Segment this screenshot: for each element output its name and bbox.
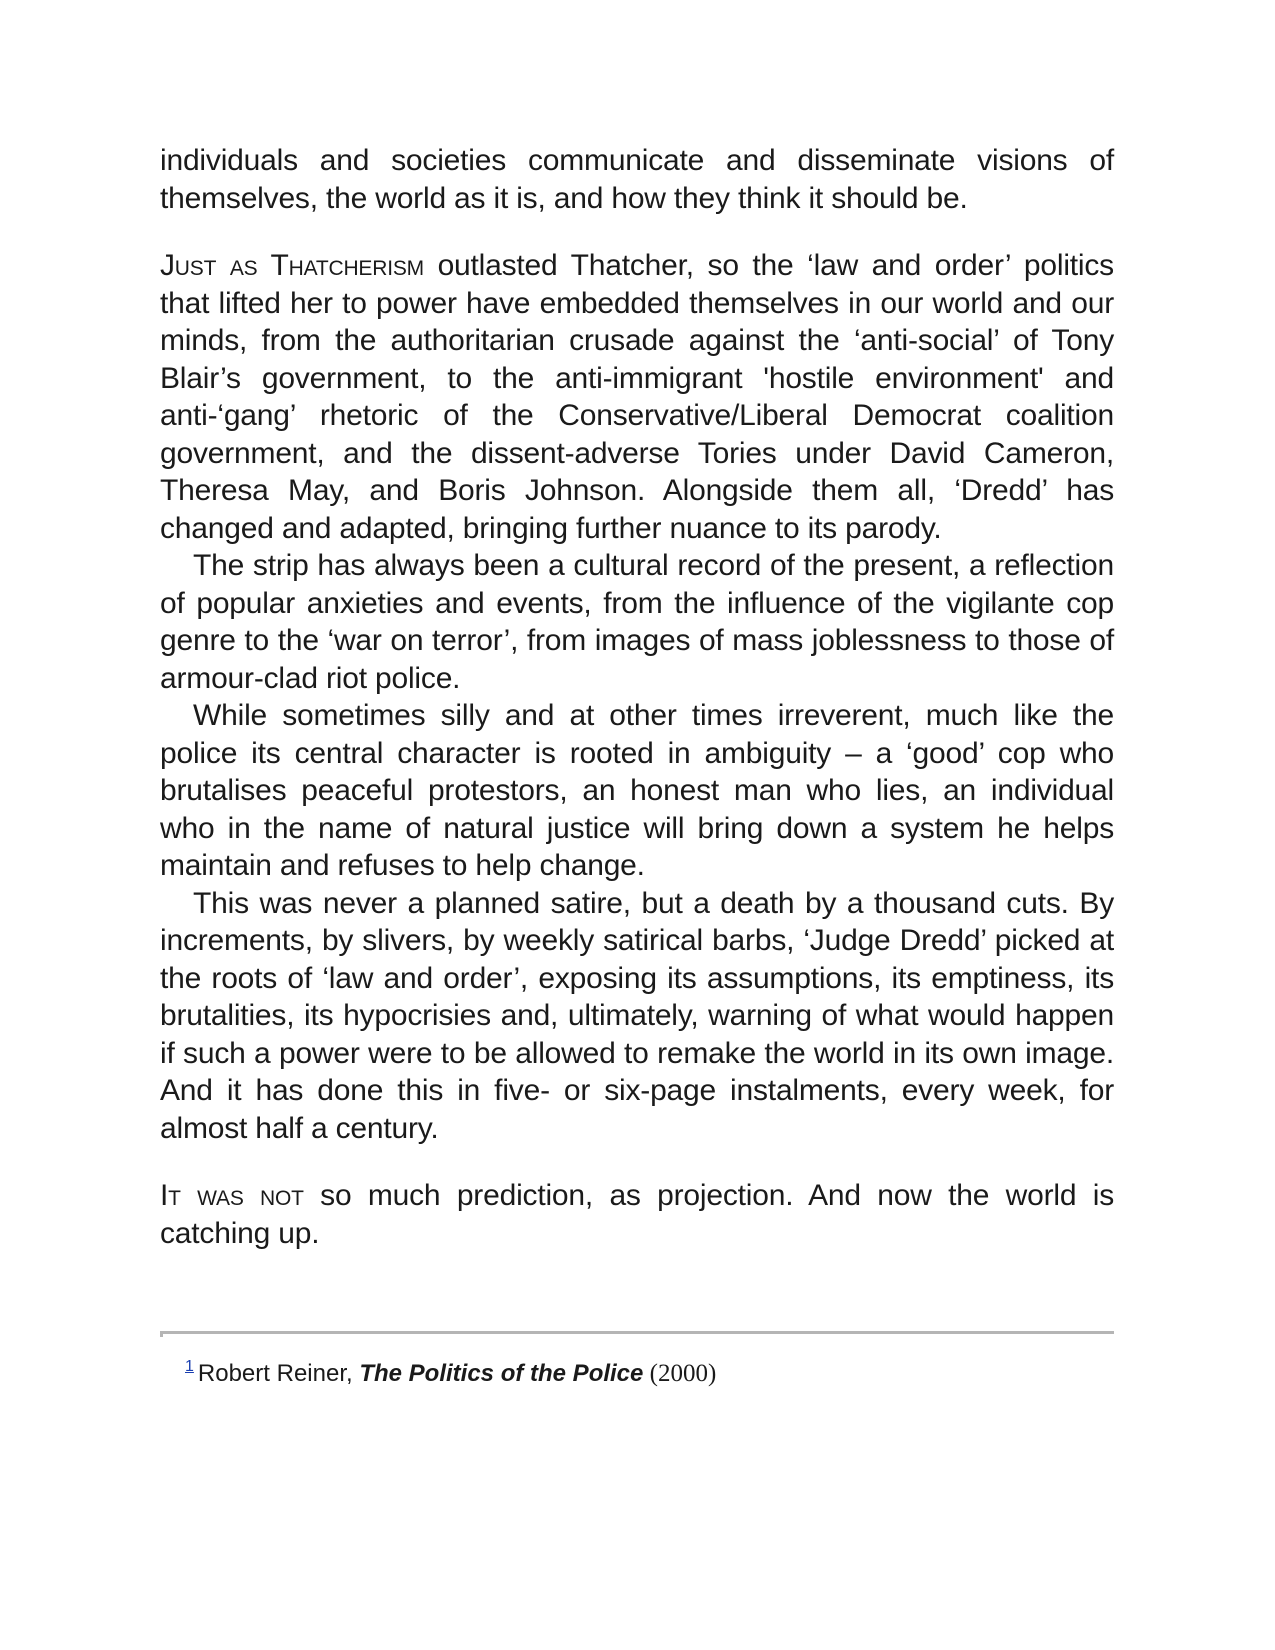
footnote-marker-link[interactable]: 1: [185, 1358, 194, 1375]
paragraph-6-lead: It was not: [160, 1179, 304, 1212]
paragraph-2-text: outlasted Thatcher, so the ‘law and order’ politics that lifted her to power have embedded themselves in our world and our minds, from the authoritarian crusade against the ‘anti-social’ of Tony Blair’s government, to the anti-immigrant 'hostile environment' and anti-‘gang’ rhetoric of the Conservative/Liberal Democrat coalition government, and the dissent-adverse Tories under David Cameron, Theresa May, and Boris Johnson. Alongside them all, ‘Dredd’ has changed and adapted, bringing further nuance to its parody.: [160, 249, 1114, 545]
paragraph-6: [160, 1177, 1114, 1252]
paragraph-2-lead: Just as Thatcherism: [160, 249, 424, 282]
page-body: [160, 142, 1114, 1252]
footnote-author: Robert Reiner,: [197, 1360, 360, 1387]
footnote-title: The Politics of the Police: [359, 1360, 644, 1387]
paragraph-2: [160, 247, 1114, 547]
paragraph-5: This was never a planned satire, but a death by a thousand cuts. By increments, by slivers, by weekly satirical barbs, ‘Judge Dredd’ picked at the roots of ‘law and order’, exposing its assumptions, its emptiness, its brutalities, its hypocrisies and, ultimately, warning of what would happen if such a power were to be allowed to remake the world in its own image. And it has done this in five- or six-page instalments, every week, for almost half a century.: [160, 886, 1114, 1145]
paragraph-6-text: so much prediction, as projection. And now the world is catching up.: [160, 1179, 1114, 1250]
paragraph-1: individuals and societies communicate and disseminate visions of themselves, the world as it is, and how they think it should be.: [160, 144, 1114, 215]
paragraph-4: While sometimes silly and at other times irreverent, much like the police its central character is rooted in ambiguity – a ‘good’ cop who brutalises peaceful protestors, an honest man who lies, an individual who in the name of natural justice will bring down a system he helps maintain and refuses to help change.: [160, 699, 1114, 882]
footnote-divider: [160, 1331, 1114, 1334]
paragraph-3: The strip has always been a cultural record of the present, a reflection of popular anxieties and events, from the influence of the vigilante cop genre to the ‘war on terror’, from images of mass joblessness to those of armour-clad riot police.: [160, 549, 1114, 695]
footnote-year: (2000): [643, 1360, 717, 1387]
footnote: [185, 1351, 716, 1390]
